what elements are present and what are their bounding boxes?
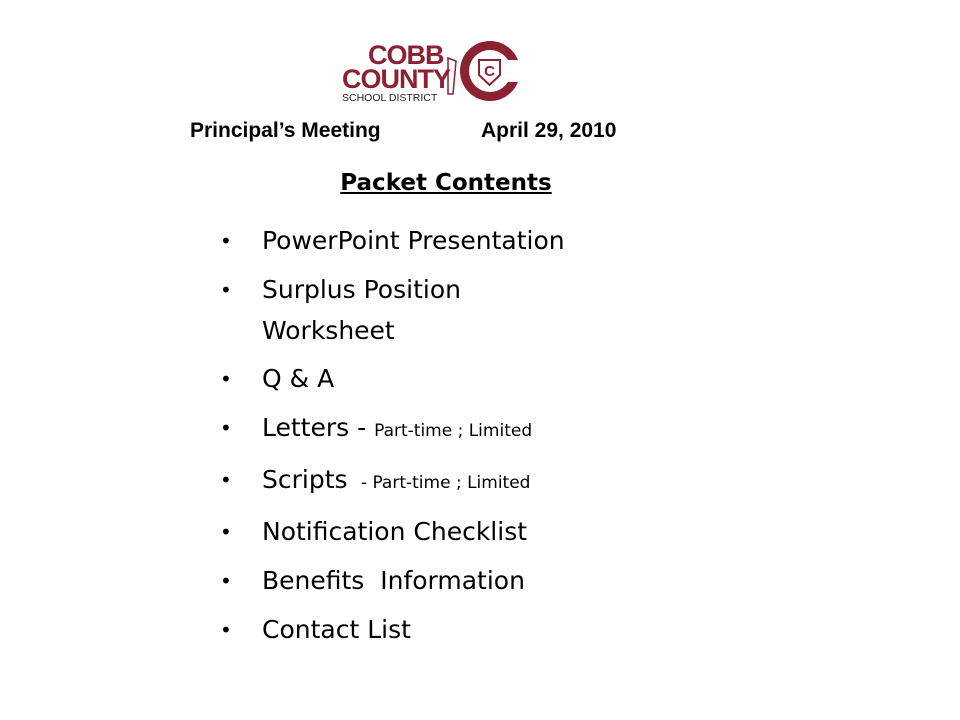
bullet-icon: • [220,416,232,440]
list-item [220,511,780,553]
list-item-label: Contact List [262,615,411,644]
list-item-label-continued: Worksheet [262,316,395,345]
bullet-icon: • [220,278,232,302]
list-item [220,609,780,651]
bullet-icon: • [220,229,232,253]
list-item [220,407,780,452]
logo-badge-letter: C [484,63,495,80]
packet-contents-list [220,220,780,658]
logo-ring-gap [503,60,530,82]
list-item-label: Surplus Position [262,275,461,304]
list-item [220,560,780,602]
logo-text-cobb: COBB [368,40,444,70]
meeting-title: Principal’s Meeting [190,119,381,142]
list-item [220,220,780,262]
cobb-county-logo [340,38,530,108]
page-title: Packet Contents [340,170,552,196]
list-item-label: Scripts [262,465,348,494]
list-item-detail: - Part-time ; Limited [355,473,531,493]
meeting-date: April 29, 2010 [481,119,617,142]
list-item-label: Notification Checklist [262,517,528,546]
list-item [220,358,780,400]
bullet-icon: • [220,569,232,593]
list-item-label: PowerPoint Presentation [262,226,565,255]
district-logo-icon [340,38,530,108]
list-item-label: Letters - [262,413,375,442]
list-item-detail: Part-time ; Limited [374,421,533,441]
list-item-label: Benefits Information [262,566,525,595]
list-item [220,269,780,351]
bullet-icon: • [220,468,232,492]
list-item-label: Q & A [262,364,335,393]
meeting-header [0,119,960,149]
bullet-icon: • [220,520,232,544]
bullet-icon: • [220,618,232,642]
bullet-icon: • [220,367,232,391]
logo-text-county: COUNTY [342,64,450,94]
list-item [220,459,780,504]
logo-text-school-district: SCHOOL DISTRICT [342,92,438,104]
